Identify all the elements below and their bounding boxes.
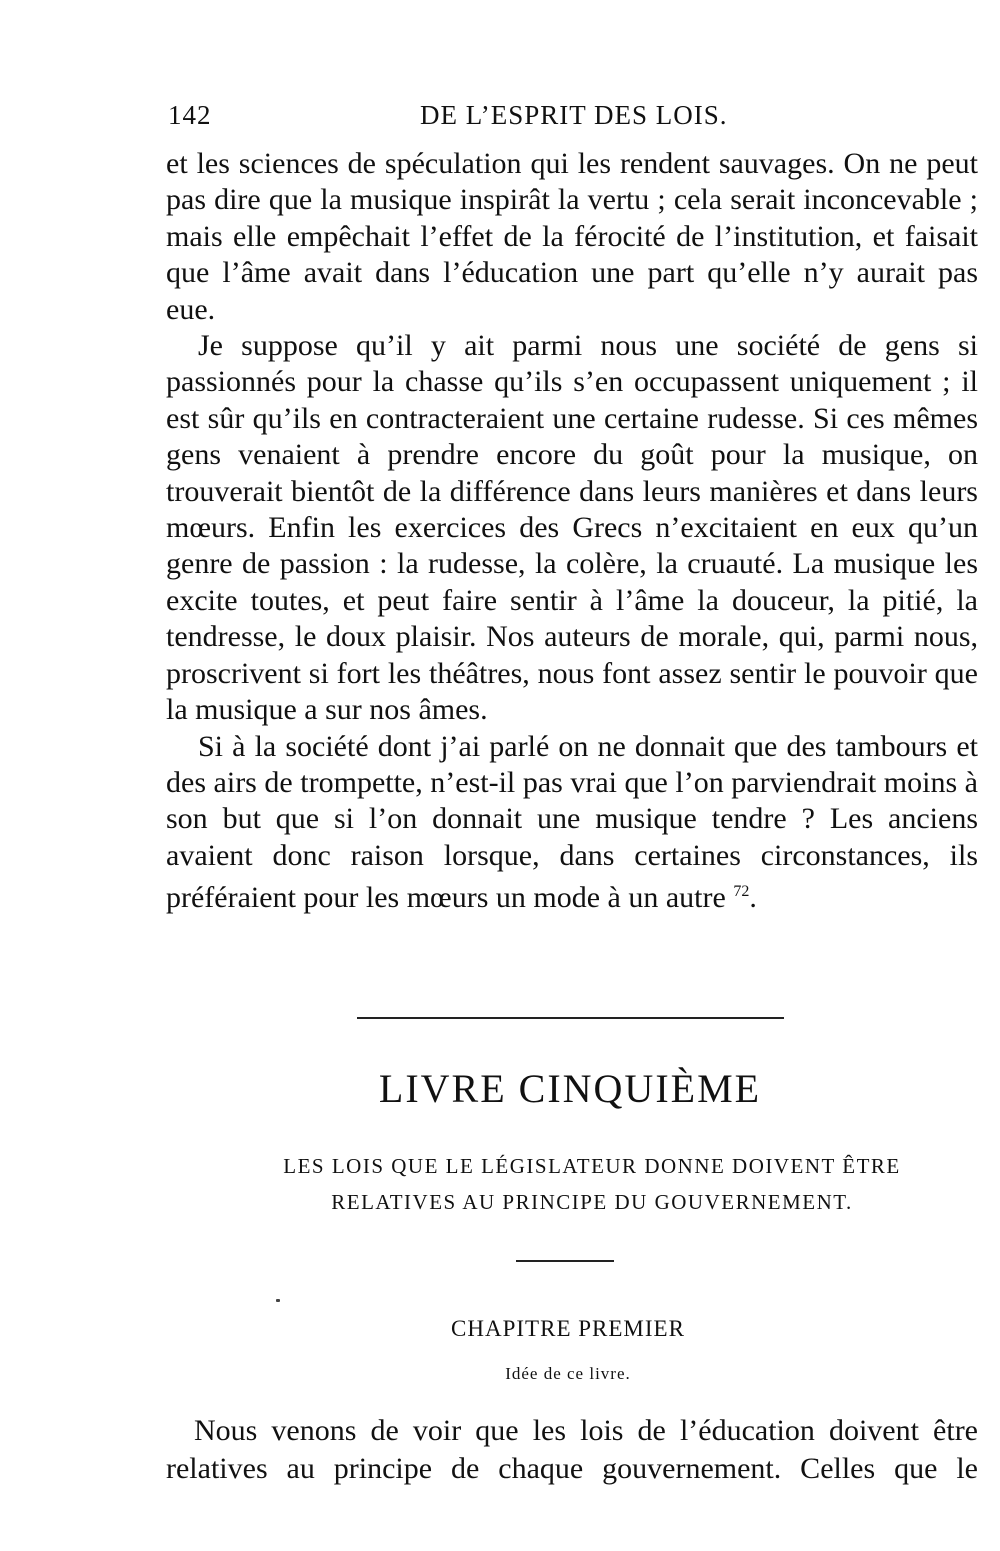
print-speck: [276, 1299, 280, 1302]
page-number: 142: [168, 100, 212, 130]
chapter-paragraph-1: Nous venons de voir que les lois de l’éducation doivent être relatives au principe de chaque gouvernement. Celles que le: [166, 1414, 978, 1485]
chapter-text: [166, 1412, 978, 1488]
running-title: DE L’ESPRIT DES LOIS.: [420, 100, 728, 130]
paragraph-3-text: Si à la société dont j’ai parlé on ne donnait que des tambours et des airs de trompette, n’est-il pas vrai que l’on parviendrait moins à son but que si l’on donnait une musique tendre ? Les anciens avaient donc raison lorsque, dans certaines circonstances, ils préféraient pour les mœurs un mode à un autre: [166, 729, 978, 915]
paragraph-1: et les sciences de spéculation qui les rendent sauvages. On ne peut pas dire que la musique inspirât la vertu ; cela serait inconcevable ; mais elle empêchait l’effet de la férocité de l’institution, et faisait que l’âme avait dans l’éducation une part qu’elle n’y aurait pas eue.: [166, 147, 978, 326]
chapter-title: CHAPITRE PREMIER: [451, 1316, 685, 1341]
book-title: LIVRE CINQUIÈME: [378, 1066, 762, 1111]
chapter-divider: [516, 1260, 614, 1262]
body-text: [166, 146, 978, 917]
book-subtitle-line-1: LES LOIS QUE LE LÉGISLATEUR DONNE DOIVENT ÊTRE: [283, 1154, 901, 1178]
chapter-subtitle: Idée de ce livre.: [505, 1364, 631, 1383]
paragraph-2: Je suppose qu’il y ait parmi nous une société de gens si passionnés pour la chasse qu’ils s’en occupassent uniquement ; il est sûr qu’ils en contracteraient une certaine rudesse. Si ces mêmes gens venaient à prendre encore du goût pour la musique, on trouverait bientôt de la différence dans leurs manières et dans leurs mœurs. Enfin les exercices des Grecs n’excitaient en eux qu’un genre de passion : la rudesse, la colère, la cruauté. La musique les excite toutes, et peut faire sentir à l’âme la douceur, la pitié, la tendresse, le doux plaisir. Nos auteurs de morale, qui, parmi nous, proscrivent si fort les théâtres, nous font assez sentir le pouvoir que la musique a sur nos âmes.: [166, 329, 978, 727]
book-subtitle: [166, 1148, 978, 1220]
paragraph-3: [166, 729, 978, 917]
footnote-reference: 72: [733, 883, 750, 901]
paragraph-3-end: .: [749, 881, 757, 915]
book-subtitle-line-2: RELATIVES AU PRINCIPE DU GOUVERNEMENT.: [331, 1190, 853, 1214]
section-divider: [357, 1017, 784, 1019]
running-head: [168, 100, 978, 136]
